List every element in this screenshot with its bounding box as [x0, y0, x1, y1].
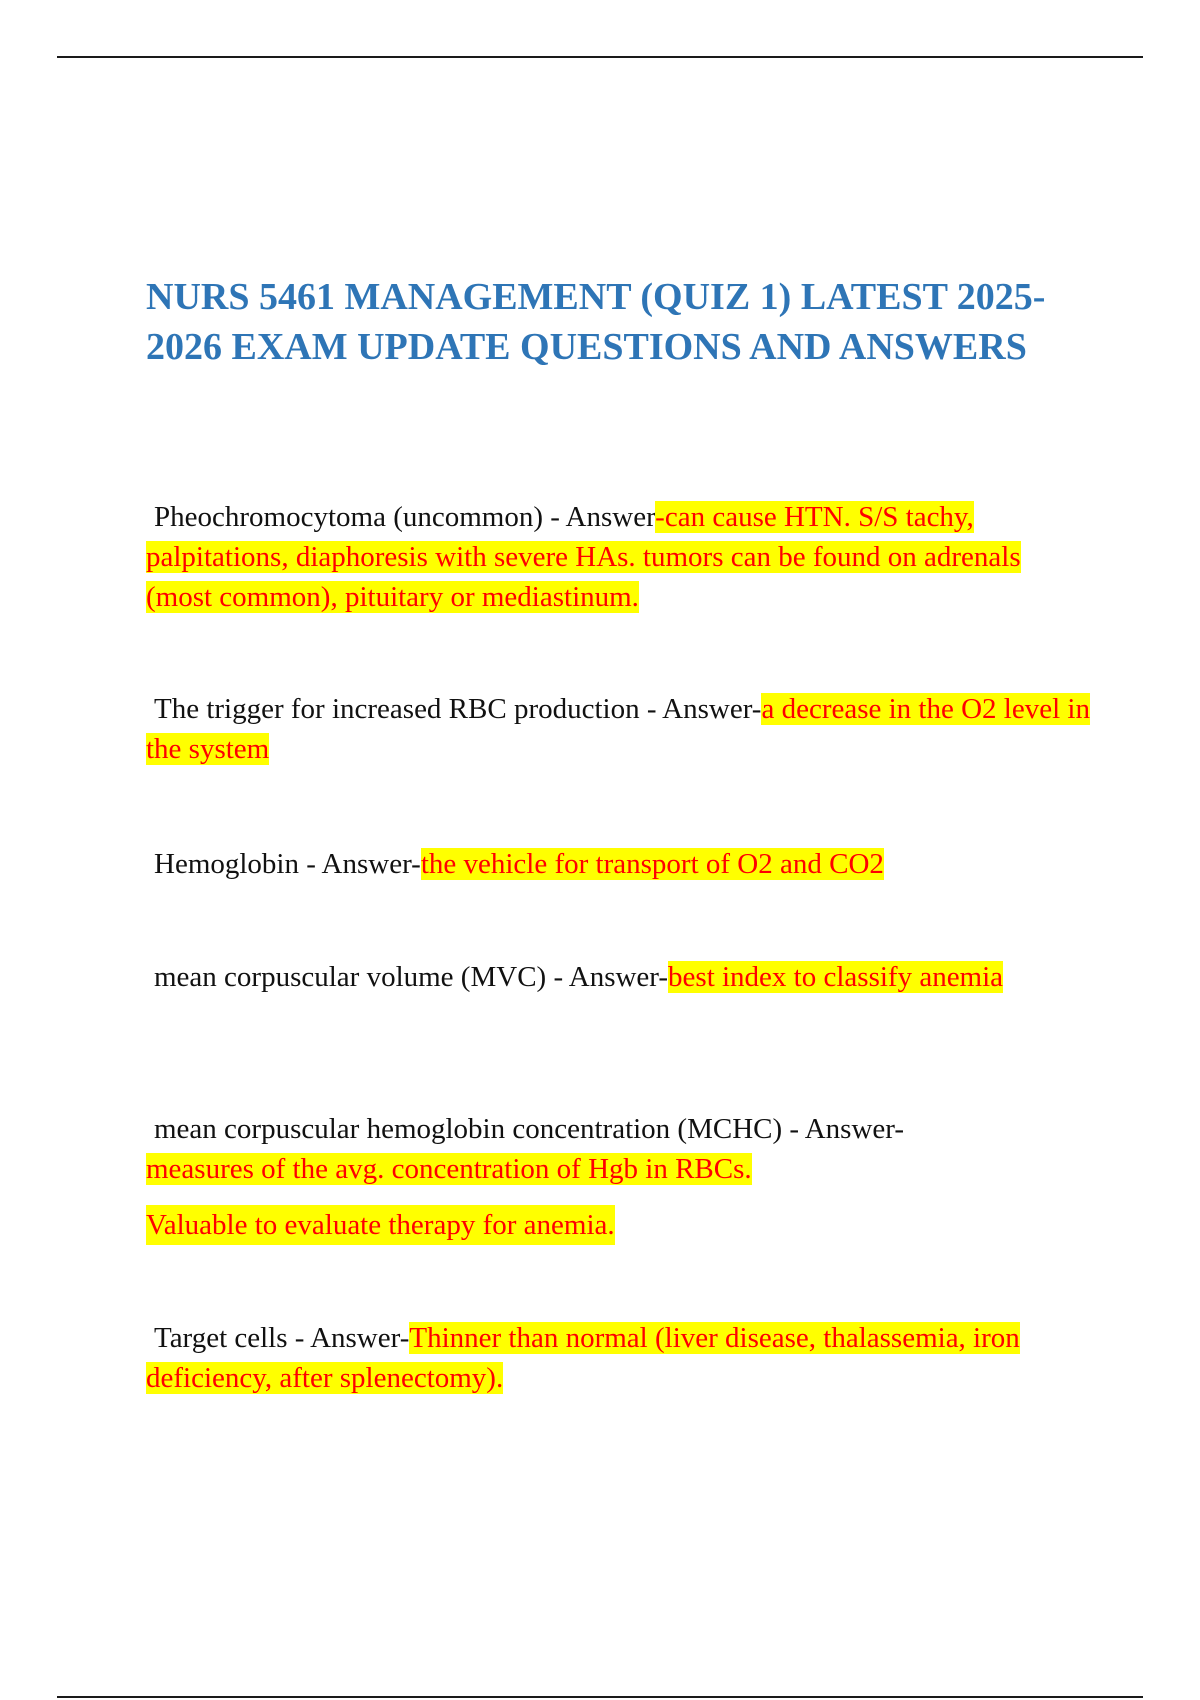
answer-text: measures of the avg. concentration of Hgb in RBCs. — [146, 1153, 752, 1185]
qa-item-target-cells — [146, 1318, 1091, 1398]
answer-text: best index to classify anemia — [668, 961, 1004, 993]
header-rule — [57, 56, 1143, 58]
qa-item-mcv — [146, 957, 1091, 997]
answer-text: the vehicle for transport of O2 and CO2 — [420, 848, 884, 880]
question-text: Hemoglobin - Answer- — [154, 848, 421, 880]
question-text: mean corpuscular hemoglobin concentration (MCHC) - Answer- — [154, 1113, 904, 1145]
answer-text: a decrease in the O2 level in the system — [146, 693, 1090, 765]
answer-text: Thinner than normal (liver disease, thalassemia, iron deficiency, after splenectomy). — [146, 1322, 1020, 1394]
answer-text: -can cause HTN. S/S tachy, palpitations, diaphoresis with severe HAs. tumors can be found on adrenals (most common), pituitary or mediastinum. — [146, 501, 1021, 613]
qa-item-hemoglobin — [146, 844, 1091, 884]
qa-item-rbc-trigger — [146, 689, 1091, 769]
question-text: Pheochromocytoma (uncommon) - Answer — [154, 501, 656, 533]
qa-item-pheochromocytoma — [146, 497, 1091, 617]
answer-text-extra: Valuable to evaluate therapy for anemia. — [146, 1205, 615, 1245]
question-text: mean corpuscular volume (MVC) - Answer- — [154, 961, 669, 993]
question-text: The trigger for increased RBC production - Answer- — [154, 693, 762, 725]
footer-rule — [57, 1696, 1143, 1698]
document-title: NURS 5461 MANAGEMENT (QUIZ 1) LATEST 2025-2026 EXAM UPDATE QUESTIONS AND ANSWERS — [146, 276, 1046, 368]
qa-item-mchc — [146, 1109, 1091, 1245]
question-text: Target cells - Answer- — [154, 1322, 410, 1354]
